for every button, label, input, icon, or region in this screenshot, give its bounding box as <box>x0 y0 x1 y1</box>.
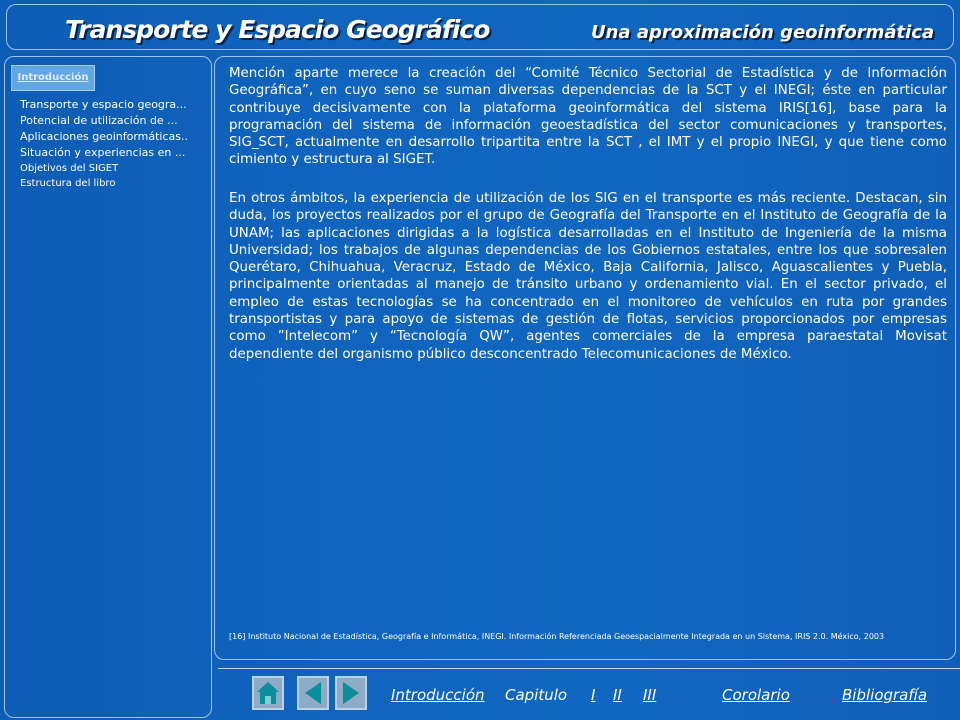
nav-link-chapter-3[interactable]: III <box>643 686 657 704</box>
previous-slide-button[interactable] <box>297 676 329 710</box>
footnote: [16] Instituto Nacional de Estadística, Geografía e Informática, INEGI. Información Referenciada Geoespacialmente Integrada en un Sistema, IRIS 2.0. México, 2003 <box>229 632 885 641</box>
next-slide-button[interactable] <box>335 676 367 710</box>
sidebar-item-objetivos[interactable]: Objetivos del SIGET <box>20 163 119 174</box>
sidebar-item-aplicaciones[interactable]: Aplicaciones geoinformáticas.. <box>20 130 188 143</box>
sidebar-item-potencial[interactable]: Potencial de utilización de ... <box>20 114 178 127</box>
nav-link-introduccion[interactable]: Introducción <box>391 686 485 704</box>
header-banner <box>6 4 954 50</box>
triangle-left-icon <box>299 678 327 708</box>
footer-divider <box>218 668 960 669</box>
sidebar-item-transporte[interactable]: Transporte y espacio geogra... <box>20 98 187 111</box>
sidebar-item-situacion[interactable]: Situación y experiencias en ... <box>20 146 186 159</box>
content-paragraph-1: Mención aparte merece la creación del “Comité Técnico Sectorial de Estadística y de Información Geográfica”, en cuyo seno se suman diversas dependencias de la SCT y el INEGI; éste en particular contribuye decisivamente con la plataforma geoinformática del sistema IRIS[16], base para la programación del sistema de información geoestadística del sector comunicaciones y transportes, SIG_SCT, actualmente en desarrollo tripartita entre la SCT , el IMT y el propio INEGI, y que tiene como cimiento y estructura al SIGET. <box>229 66 947 168</box>
home-button[interactable] <box>252 676 284 710</box>
nav-label-capitulo: Capitulo <box>505 686 568 704</box>
nav-link-corolario[interactable]: Corolario <box>722 686 790 704</box>
nav-link-chapter-1[interactable]: I <box>591 686 596 704</box>
sidebar-outline <box>20 97 188 191</box>
content-panel <box>214 56 956 660</box>
nav-link-chapter-2[interactable]: II <box>613 686 622 704</box>
home-icon <box>254 678 282 708</box>
sidebar <box>4 56 212 718</box>
sidebar-item-estructura[interactable]: Estructura del libro <box>20 178 116 189</box>
triangle-right-icon <box>337 678 365 708</box>
presentation-title: Transporte y Espacio Geográfico <box>65 15 490 44</box>
nav-link-bibliografia[interactable]: Bibliografía <box>842 686 928 704</box>
sidebar-tab-introduccion[interactable]: Introducción <box>11 65 95 91</box>
content-paragraph-2: En otros ámbitos, la experiencia de utilización de los SIG en el transporte es más reciente. Destacan, sin duda, los proyectos realizados por el grupo de Geografía del Transporte en el Instituto de Geografía de la UNAM; las aplicaciones dirigidas a la logística desarrolladas en el Instituto de Ingeniería de la misma Universidad; los trabajos de algunas dependencias de los Gobiernos estatales, entre los que sobresalen Querétaro, Chihuahua, Veracruz, Estado de México, Baja California, Jalisco, Aguascalientes y Puebla, principalmente orientadas al manejo de tránsito urbano y ordenamiento vial. En el sector privado, el empleo de estas tecnologías se ha concentrado en el monitoreo de vehículos en ruta por grandes transportistas y para apoyo de sistemas de gestión de flotas, servicios proporcionados por empresas como ”Intelecom” y “Tecnología QW”, agentes comerciales de la empresa paraestatal Movisat dependiente del organismo público desconcentrado Telecomunicaciones de México. <box>229 191 947 362</box>
presentation-subtitle: Una aproximación geoinformática <box>591 22 935 43</box>
